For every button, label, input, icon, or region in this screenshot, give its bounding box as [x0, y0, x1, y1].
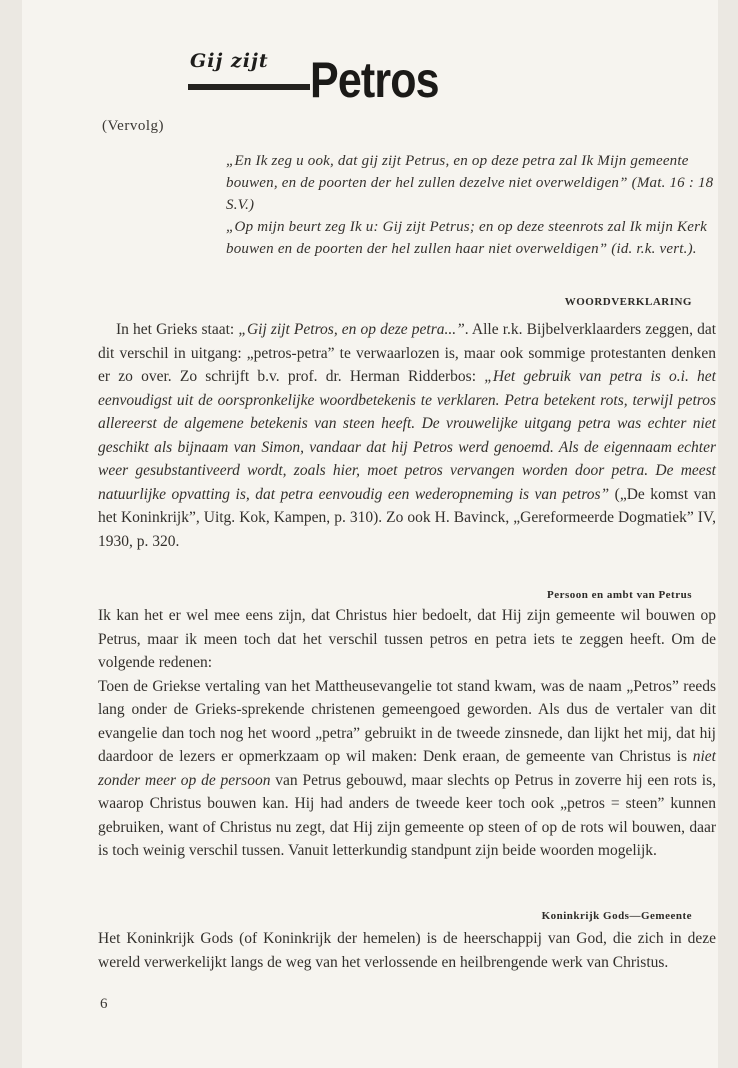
paragraph — [98, 675, 716, 863]
title-rule — [188, 84, 310, 90]
paragraph: Het Koninkrijk Gods (of Koninkrijk der hemelen) is de heerschappij van God, die zich in deze wereld verwerkelijkt langs de weg van het verlossende en heilbrengende werk van Christus. — [98, 930, 716, 971]
page-number: 6 — [100, 996, 108, 1012]
paragraph: Ik kan het er wel mee eens zijn, dat Christus hier bedoelt, dat Hij zijn gemeente wil bouwen op Petrus, maar ik meen toch dat het verschil tussen petros en petra iets te zeggen heeft. Om de volgende redenen: — [98, 607, 716, 671]
section-persoon-en-ambt — [98, 604, 716, 863]
text-run: In het Grieks staat: — [116, 321, 239, 338]
section-woordverklaring — [98, 318, 716, 553]
text-run: van Petrus gebouwd, maar slechts op Petrus in zoverre hij een rots is, waarop Christus bouwen kan. Hij had anders de tweede keer toch ook „petros = steen” kunnen gebruiken, want of Christus nu zegt, dat Hij zijn gemeente op steen of op de rots wil bouwen, daar is toch weinig verschil tussen. Vanuit letterkundig standpunt zijn beide woorden mogelijk. — [98, 771, 716, 859]
section-heading-koninkrijk: Koninkrijk Gods—Gemeente — [541, 910, 692, 922]
text-run: Toen de Griekse vertaling van het Mattheusevangelie tot stand kwam, was de naam „Petros” reeds lang onder de Grieks-sprekende christenen gemeengoed geworden. Als dus de vertaler van dit evangelie dan toch nog het woord „petra” gebruikt in de tweede zinsnede, dan lijkt het mij, dat hij daardoor de lezers er opmerkzaam op wil maken: Denk eraan, de gemeente van Christus is — [98, 677, 716, 765]
quote-rk-vertaling: „Op mijn beurt zeg Ik u: Gij zijt Petrus; en op deze steenrots zal Ik mijn Kerk bouwen en de poorten der hel zullen haar niet overweldigen” (id. r.k. vert.). — [226, 219, 708, 257]
section-heading-persoon: Persoon en ambt van Petrus — [547, 589, 692, 601]
title-prefix: Gij zijt — [190, 50, 269, 72]
italic-quote: „Het gebruik van petra is o.i. het eenvoudigst uit de oorspronkelijke woordbetekenis te verklaren. Petra betekent rots, terwijl petros allereerst de algemene betekenis van steen heeft. De vrouwelijke uitgang petra was echter niet geschikt als bijnaam van Simon, vandaar dat hij Petros werd genoemd. Als de eigennaam echter weer gesubstantiveerd wordt, zoals hier, moet petros vervangen worden door petra. De meest natuurlijke opvatting is, dat petra eenvoudig een wederopneming is van petros” — [98, 368, 716, 503]
italic-run: niet zonder meer op de persoon — [98, 748, 716, 789]
page — [22, 0, 718, 1068]
italic-run: „Gij zijt Petros, en op deze petra...” — [238, 321, 465, 338]
bible-quotes — [226, 150, 716, 260]
page-title: Petros — [310, 52, 439, 108]
text-run: („De komst van het Koninkrijk”, Uitg. Kok, Kampen, p. 310). Zo ook H. Bavinck, „Gereformeerde Dogmatiek” IV, 1930, p. 320. — [98, 485, 716, 550]
section-heading-woordverklaring: WOORDVERKLARING — [564, 296, 692, 308]
quote-statenvertaling: „En Ik zeg u ook, dat gij zijt Petrus, en op deze petra zal Ik Mijn gemeente bouwen, en de poorten der hel zullen dezelve niet overweldigen” (Mat. 16 : 18 S.V.) — [226, 153, 714, 213]
text-run: . Alle r.k. Bijbelverklaarders zeggen, dat dit verschil in uitgang: „petros-petra” te verwaarlozen is, maar ook sommige protestanten denken er zo over. Zo schrijft b.v. prof. dr. Herman Ridderbos: — [98, 321, 716, 385]
section-koninkrijk — [98, 927, 716, 974]
subtitle: (Vervolg) — [102, 118, 164, 134]
title-block — [178, 48, 518, 118]
paragraph — [98, 318, 716, 553]
